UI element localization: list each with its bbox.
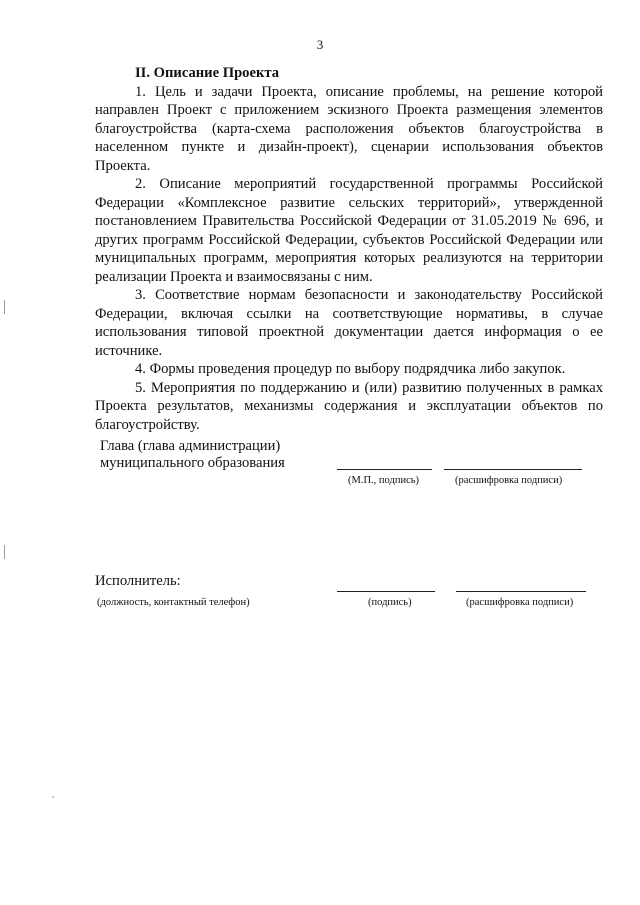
executor-transcript-caption: (расшифровка подписи) [466,597,574,608]
paragraph-programs: 2. Описание мероприятий государственной программы Российской Федерации «Комплексное развитие сельских территорий», утвержденной постановлением Правительства Российской Федерации от 31.05.2019 № 696, и других программ Российской Федерации, субъектов Российской Федерации или муниципальных программ, мероприятия которых реализуются на территории реализации Проекта и взаимосвязаны с ним. [95,176,603,285]
page-number: 3 [316,37,324,52]
executor-label: Исполнитель: [95,573,181,589]
section-body [95,64,603,434]
executor-position-caption: (должность, контактный телефон) [97,597,250,608]
paragraph-goals: 1. Цель и задачи Проекта, описание проблемы, на решение которой направлен Проект с приложением эскизного Проекта размещения элементов благоустройства (карта-схема расположения объектов благоустройства в населенном пункте и дизайн-проект), сценарии использования объектов Проекта. [95,83,603,174]
head-signature-label-line2: муниципального образования [100,455,285,471]
head-signature-line [337,469,432,470]
paragraph-maintenance: 5. Мероприятия по поддержанию и (или) развитию полученных в рамках Проекта результатов, механизмы содержания и эксплуатации объектов по благоустройству. [95,379,603,433]
executor-transcript-line [456,591,586,592]
executor-signature-caption: (подпись) [368,597,412,608]
section-title: II. Описание Проекта [135,65,280,81]
scan-dot [52,796,54,798]
head-signature-label-line1: Глава (глава администрации) [100,438,281,454]
head-transcript-line [444,469,582,470]
paragraph-compliance: 3. Соответствие нормам безопасности и законодательству Российской Федерации, включая ссылки на соответствующие нормативы, в случае использования типовой проектной документации дается информация о ее источнике. [95,287,603,359]
executor-signature-line [337,591,435,592]
head-transcript-caption: (расшифровка подписи) [455,475,563,486]
paragraph-procurement: 4. Формы проведения процедур по выбору подрядчика либо закупок. [135,361,566,377]
scan-mark [4,545,5,559]
head-signature-caption: (М.П., подпись) [348,475,420,486]
scan-mark [4,300,5,314]
